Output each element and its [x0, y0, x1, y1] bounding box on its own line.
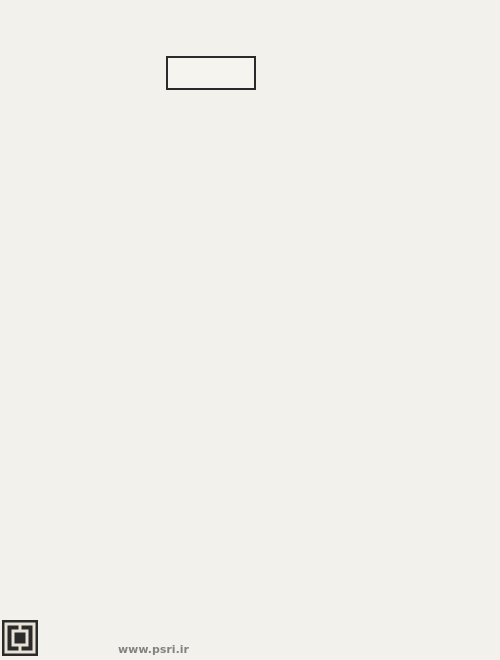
body-line [22, 127, 474, 144]
body-line [22, 300, 474, 317]
archive-logo-icon [2, 620, 38, 656]
body-line [22, 524, 474, 541]
body-line [22, 559, 474, 576]
body-line [22, 178, 474, 195]
body-line [22, 386, 474, 403]
body-line [22, 455, 474, 472]
body-line [22, 542, 474, 559]
body-line [22, 161, 474, 178]
body-line [22, 438, 474, 455]
body-line [22, 282, 474, 299]
body-line [22, 421, 474, 438]
body-line [22, 317, 474, 334]
body-line [22, 369, 474, 386]
signature-line [22, 582, 474, 598]
body-line [22, 109, 474, 126]
body-line [22, 248, 474, 265]
handwritten-note [272, 16, 482, 68]
classification-stamp [166, 56, 256, 90]
body-line [22, 144, 474, 161]
closing-line [22, 606, 474, 623]
body-line [22, 230, 474, 247]
archive-watermark-name [40, 622, 290, 640]
body-line [22, 92, 474, 109]
archive-watermark-url: www.psri.ir [118, 643, 189, 656]
body-line [22, 334, 474, 351]
report-body [22, 92, 474, 580]
body-line [22, 507, 474, 524]
body-line [22, 213, 474, 230]
body-line [22, 351, 474, 368]
body-line [22, 490, 474, 507]
body-line [22, 265, 474, 282]
body-line [22, 196, 474, 213]
body-line [22, 473, 474, 490]
body-line [22, 403, 474, 420]
